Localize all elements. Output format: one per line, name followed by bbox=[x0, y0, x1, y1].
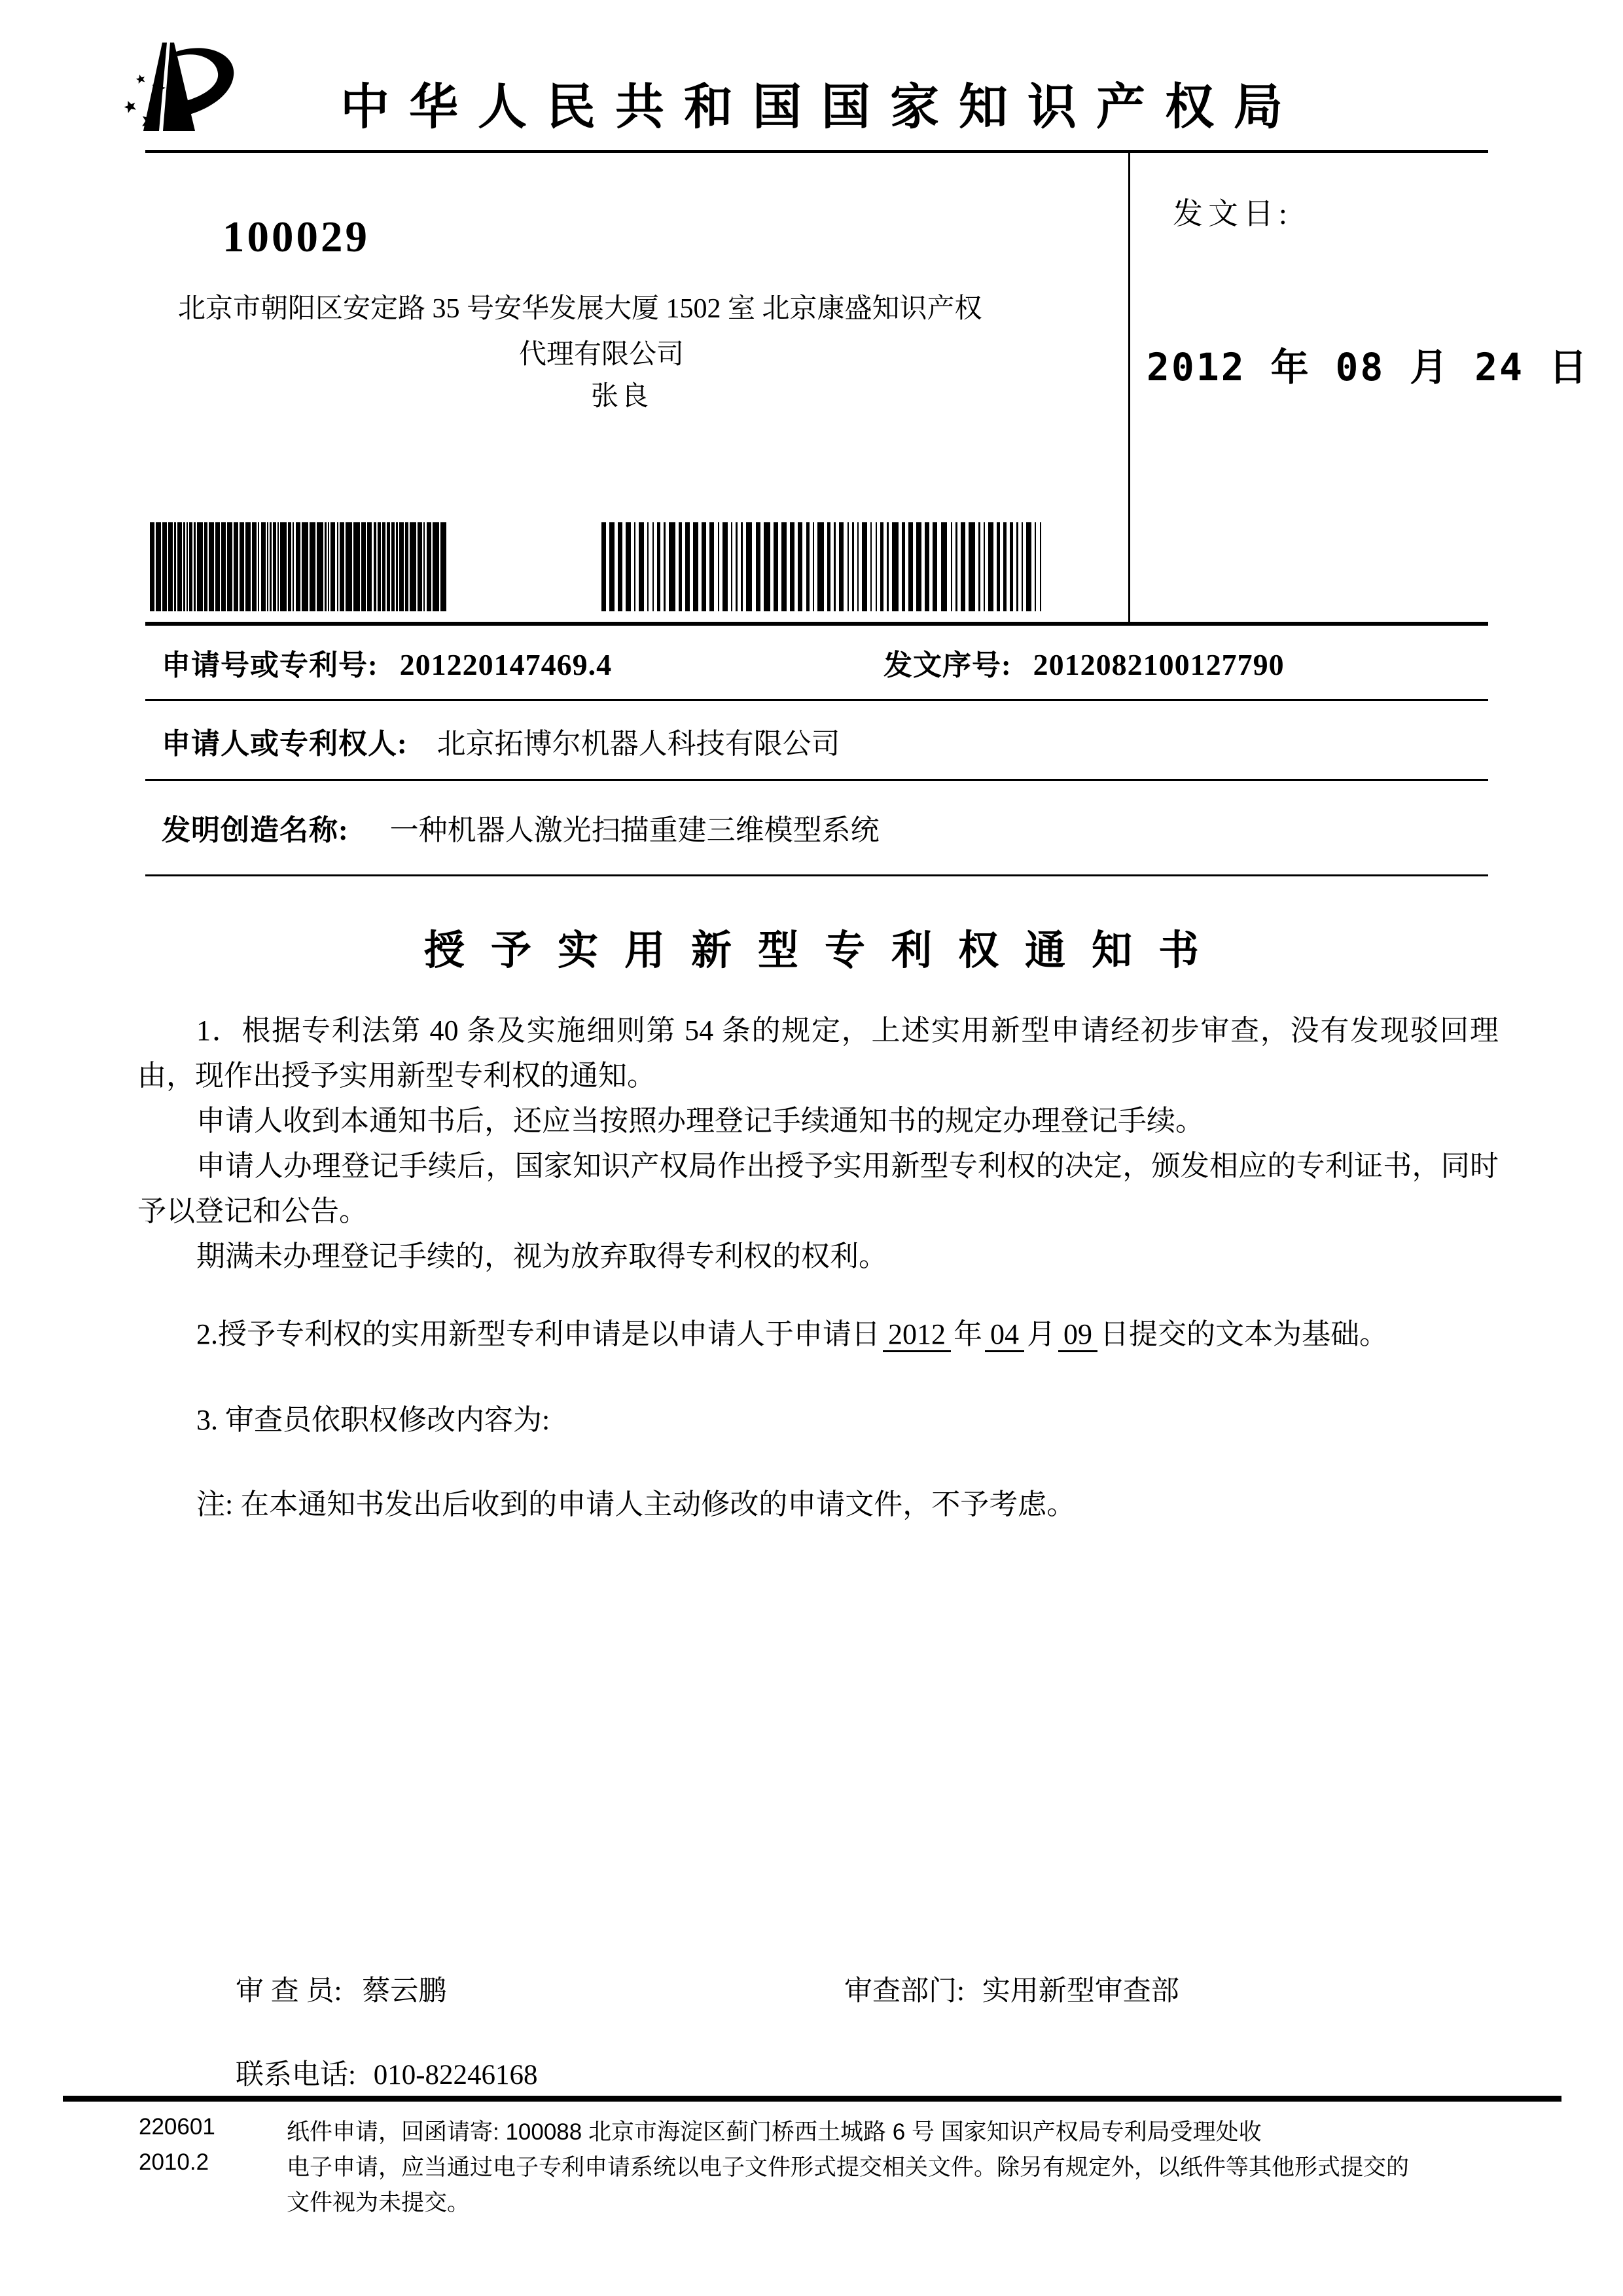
clause-3: 3. 审查员依职权修改内容为: bbox=[196, 1404, 550, 1436]
application-number-label: 申请号或专利号: bbox=[162, 649, 378, 681]
invention-title-value: 一种机器人激光扫描重建三维模型系统 bbox=[389, 814, 880, 846]
barcode-application-number bbox=[150, 522, 447, 611]
footer-rule bbox=[63, 2096, 1561, 2102]
filing-year: 2012 bbox=[883, 1318, 951, 1352]
year-char: 年 bbox=[954, 1318, 982, 1350]
invention-title-label: 发明创造名称: bbox=[162, 814, 349, 846]
separator-rule-2 bbox=[145, 699, 1488, 701]
footer-form-version: 2010.2 bbox=[139, 2149, 209, 2175]
dispatch-serial-value: 2012082100127790 bbox=[1033, 648, 1285, 681]
mailing-address-line2: 代理有限公司 bbox=[519, 340, 685, 370]
department-field bbox=[844, 1969, 1179, 2009]
note-line: 注: 在本通知书发出后收到的申请人主动修改的申请文件，不予考虑。 bbox=[196, 1488, 1076, 1520]
filing-day: 09 bbox=[1058, 1318, 1097, 1352]
separator-rule-1 bbox=[145, 622, 1488, 626]
date-box-divider bbox=[1128, 153, 1130, 622]
month-char: 月 bbox=[1027, 1318, 1056, 1350]
org-title: 中华人民共和国国家知识产权局 bbox=[340, 81, 1302, 135]
notice-title: 授予实用新型专利权通知书 bbox=[423, 929, 1225, 973]
clause-1: 1．根据专利法第 40 条及实施细则第 54 条的规定，上述实用新型申请经初步审查，没有发现驳回理由，现作出授予实用新型专利权的通知。 bbox=[137, 1014, 1499, 1092]
examiner-name: 蔡云鹏 bbox=[362, 1976, 447, 2007]
application-number-value: 201220147469.4 bbox=[399, 648, 613, 681]
notice-body bbox=[137, 1008, 1499, 1527]
mailing-recipient: 张良 bbox=[591, 382, 652, 412]
dispatch-serial-label: 发文序号: bbox=[883, 649, 1012, 681]
filing-month: 04 bbox=[985, 1318, 1024, 1352]
clause-1-sub2: 申请人办理登记手续后，国家知识产权局作出授予实用新型专利权的决定，颁发相应的专利证书，同时予以登记和公告。 bbox=[137, 1150, 1499, 1227]
barcode-dispatch-serial bbox=[601, 522, 1041, 611]
examiner-field bbox=[236, 1969, 446, 2009]
phone-number: 010-82246168 bbox=[373, 2060, 538, 2090]
header-rule bbox=[145, 150, 1488, 153]
phone-label: 联系电话: bbox=[236, 2060, 356, 2090]
department-name: 实用新型审查部 bbox=[982, 1976, 1179, 2007]
footer-form-code: 220601 bbox=[139, 2114, 215, 2140]
mailing-address-line1: 北京市朝阳区安定路 35 号安华发展大厦 1502 室 北京康盛知识产权 bbox=[178, 294, 982, 324]
clause-2-prefix: 2.授予专利权的实用新型专利申请是以申请人于申请日 bbox=[196, 1318, 880, 1350]
clause-2-suffix: 日提交的文本为基础。 bbox=[1100, 1318, 1388, 1350]
invention-title-field bbox=[162, 806, 880, 848]
phone-field bbox=[236, 2053, 538, 2092]
clause-2 bbox=[137, 1312, 1499, 1357]
department-label: 审查部门: bbox=[844, 1976, 965, 2007]
postal-code: 100029 bbox=[223, 213, 370, 261]
clause-1-sub1: 申请人收到本通知书后，还应当按照办理登记手续通知书的规定办理登记手续。 bbox=[196, 1105, 1204, 1137]
dispatch-date-value: 2012 年 08 月 24 日 bbox=[1147, 345, 1589, 389]
examiner-label: 审 查 员: bbox=[236, 1976, 342, 2007]
dispatch-serial-field bbox=[883, 641, 1285, 683]
footer-line-1: 纸件申请，回函请寄: 100088 北京市海淀区蓟门桥西土城路 6 号 国家知识产权局专利局受理处收 bbox=[287, 2119, 1262, 2145]
application-number-field bbox=[162, 641, 612, 683]
footer-line-3: 文件视为未提交。 bbox=[287, 2190, 471, 2215]
clause-1-sub3: 期满未办理登记手续的，视为放弃取得专利权的权利。 bbox=[196, 1240, 887, 1272]
footer-line-2: 电子申请，应当通过电子专利申请系统以电子文件形式提交相关文件。除另有规定外，以纸件等其他形式提交的 bbox=[287, 2155, 1410, 2180]
separator-rule-4 bbox=[145, 874, 1488, 876]
dispatch-date-label: 发文日: bbox=[1173, 197, 1293, 230]
applicant-label: 申请人或专利权人: bbox=[162, 728, 408, 760]
applicant-field bbox=[162, 720, 840, 762]
applicant-value: 北京拓博尔机器人科技有限公司 bbox=[437, 728, 840, 760]
separator-rule-3 bbox=[145, 779, 1488, 781]
